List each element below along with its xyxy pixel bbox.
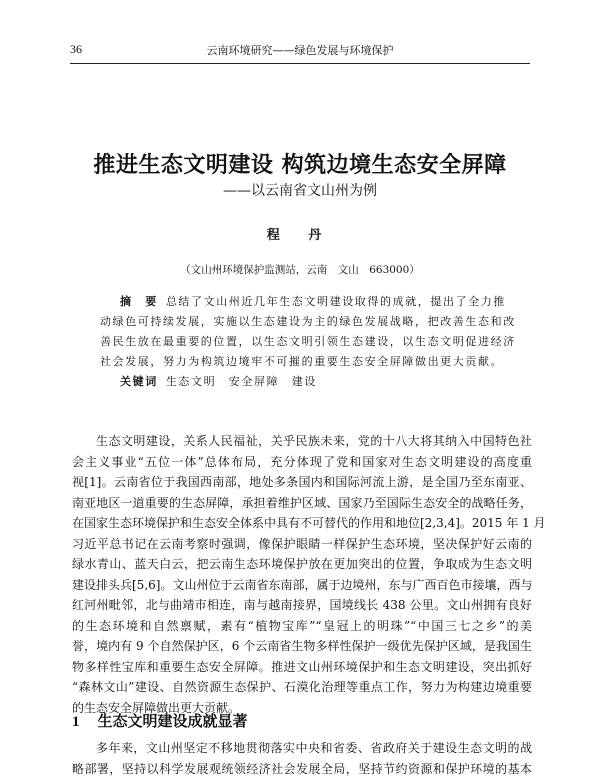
abstract: [100, 292, 510, 392]
text-line: “森林文山”建设、自然资源生态保护、石漠化治理等重点工作，努力为构建边境重要: [72, 677, 532, 698]
text-line: 视[1]。云南省位于我国西南部，地处多条国内和国际河流上游，是全国乃至东南亚、: [72, 472, 532, 493]
abstract-line: 善民生放在最重要的位置，以生态文明引领生态建设，以生态文明促进经济: [100, 332, 510, 352]
text-line: 南亚地区一道重要的生态屏障，承担着维护区域、国家乃至国际生态安全的战略任务，: [72, 493, 532, 514]
text-line: 的生态环境和自然禀赋，素有“植物宝库”“皇冠上的明珠”“中国三七之乡”的美: [72, 616, 532, 637]
text-line: 习近平总书记在云南考察时强调，像保护眼睛一样保护生态环境，坚决保护好云南的: [72, 534, 532, 555]
keywords: 生态文明 安全屏障 建设: [166, 375, 317, 388]
text-line: 多年来，文山州坚定不移地贯彻落实中央和省委、省政府关于建设生态文明的战: [72, 738, 532, 759]
text-line: 物多样性宝库和重要生态安全屏障。推进文山州环境保护和生态文明建设，突出抓好: [72, 657, 532, 678]
keywords-label: 关键词: [120, 375, 158, 388]
running-title: 云南环境研究——绿色发展与环境保护: [0, 42, 600, 58]
header-rule: [70, 63, 530, 64]
text-line: 红河州毗邻，北与曲靖市相连，南与越南接界，国境线长 438 公里。文山州拥有良好: [72, 595, 532, 616]
abstract-line: 动绿色可持续发展，实施以生态建设为主的绿色发展战略，把改善生态和改: [100, 312, 510, 332]
text-line: 会主义事业“五位一体”总体布局，充分体现了党和国家对生态文明建设的高度重: [72, 452, 532, 473]
text-line: 在国家生态环境保护和生态安全体系中具有不可替代的作用和地位[2,3,4]。2015 年 1 月: [72, 513, 532, 534]
text-line: 建设排头兵[5,6]。文山州位于云南省东南部，属于边境州，东与广西百色市接壤，西与: [72, 575, 532, 596]
section-title: 生态文明建设成就显著: [98, 712, 248, 730]
text-line: 略部署，坚持以科学发展观统领经济社会发展全局，坚持节约资源和保护环境的基本: [72, 759, 532, 779]
article-title: 推进生态文明建设 构筑边境生态安全屏障: [0, 148, 600, 179]
text-line: 生态文明建设，关系人民福祉，关乎民族未来，党的十八大将其纳入中国特色社: [72, 431, 532, 452]
affiliation: （文山州环境保护监测站，云南 文山 663000）: [0, 262, 600, 277]
author: 程 丹: [0, 224, 600, 243]
section-number: 1: [72, 714, 80, 730]
article-subtitle: ——以云南省文山州为例: [0, 180, 600, 200]
abstract-label: 摘 要: [120, 295, 158, 308]
abstract-line: 社会发展，努力为构筑边境牢不可摧的重要生态安全屏障做出更大贡献。: [100, 352, 510, 372]
section-heading: [72, 710, 248, 731]
text-line: 绿水青山、蓝天白云，把云南生态环境保护放在更加突出的位置，争取成为生态文明: [72, 554, 532, 575]
text-line: 誉，境内有 9 个自然保护区，6 个云南省生物多样性保护一级优先保护区域，是我国生: [72, 636, 532, 657]
abstract-line: 总结了文山州近几年生态文明建设取得的成就，提出了全力推: [166, 295, 506, 308]
page-number: 36: [70, 42, 82, 57]
text-line: 的生态安全屏障做出更大贡献。: [72, 698, 532, 719]
intro-paragraph: [72, 431, 532, 718]
section1-paragraph: [72, 738, 532, 779]
